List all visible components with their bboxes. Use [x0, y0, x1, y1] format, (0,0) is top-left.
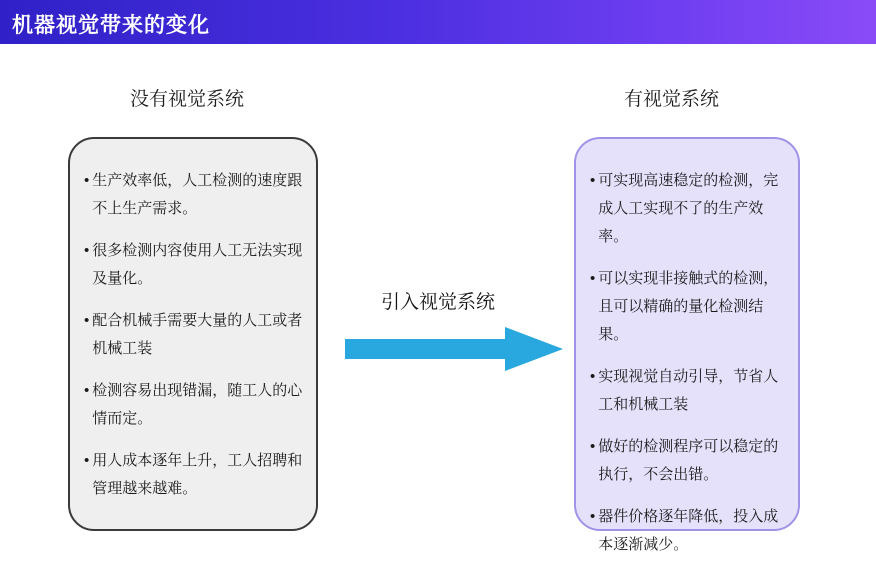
list-item — [590, 363, 786, 419]
list-item — [84, 307, 304, 363]
bullet-icon: • — [590, 270, 596, 287]
list-item — [84, 447, 304, 503]
right-arrow-icon — [345, 325, 565, 373]
page-title: 机器视觉带来的变化 — [12, 14, 210, 37]
list-item — [590, 503, 786, 559]
bullet-icon: • — [590, 438, 596, 455]
list-item — [84, 167, 304, 223]
bullet-icon: • — [84, 382, 90, 399]
bullet-icon: • — [84, 172, 90, 189]
heading-right: 有视觉系统 — [624, 89, 720, 110]
bullet-icon: • — [84, 452, 90, 469]
bullet-icon: • — [84, 242, 90, 259]
list-item-text: 配合机械手需要大量的人工或者机械工装 — [92, 312, 303, 357]
bullet-icon: • — [590, 368, 596, 385]
left-bullet-list — [84, 167, 304, 517]
list-item — [590, 433, 786, 489]
list-item-text: 检测容易出现错漏，随工人的心情而定。 — [92, 382, 303, 427]
panel-without-vision — [68, 137, 318, 531]
list-item-text: 很多检测内容使用人工无法实现及量化。 — [92, 242, 303, 287]
bullet-icon: • — [590, 172, 596, 189]
list-item-text: 实现视觉自动引导，节省人工和机械工装 — [598, 368, 779, 413]
list-item-text: 做好的检测程序可以稳定的执行，不会出错。 — [598, 438, 779, 483]
slide-title-bar — [0, 0, 876, 44]
list-item-text: 器件价格逐年降低，投入成本逐渐减少。 — [598, 508, 779, 553]
bullet-icon: • — [84, 312, 90, 329]
bullet-icon: • — [590, 508, 596, 525]
list-item — [84, 377, 304, 433]
list-item — [590, 167, 786, 251]
heading-left: 没有视觉系统 — [130, 89, 245, 110]
list-item — [84, 237, 304, 293]
list-item-text: 生产效率低，人工检测的速度跟不上生产需求。 — [92, 172, 303, 217]
list-item-text: 用人成本逐年上升，工人招聘和管理越来越难。 — [92, 452, 303, 497]
list-item-text: 可以实现非接触式的检测，且可以精确的量化检测结果。 — [598, 270, 779, 343]
panel-with-vision — [574, 137, 800, 553]
list-item-text: 可实现高速稳定的检测，完成人工实现不了的生产效率。 — [598, 172, 779, 245]
right-bullet-list — [590, 167, 786, 573]
arrow-caption: 引入视觉系统 — [381, 292, 496, 313]
list-item — [590, 265, 786, 349]
